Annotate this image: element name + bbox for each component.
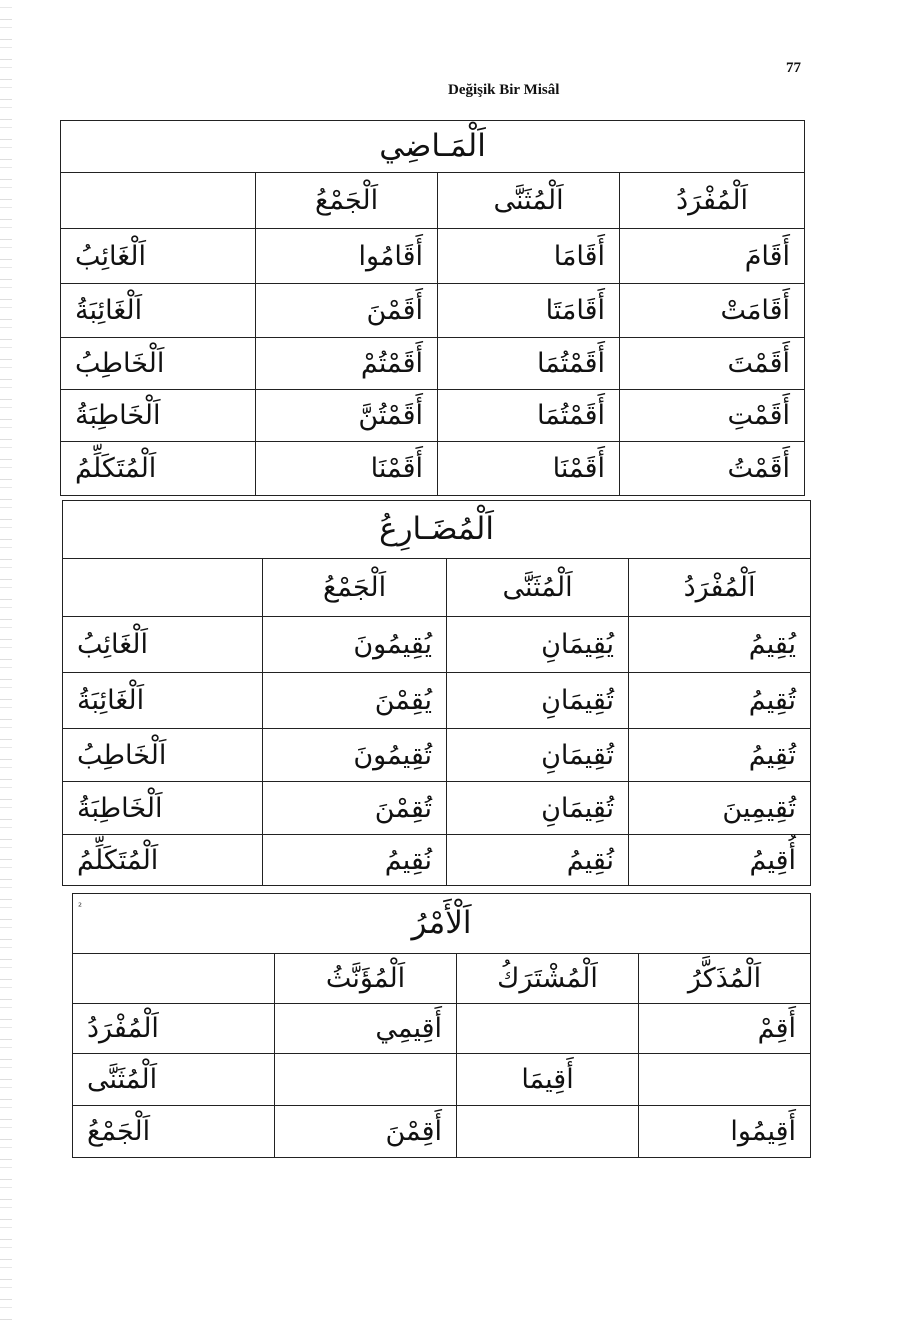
mudari-cell-muthanna: نُقِيمُ — [447, 835, 629, 886]
table-row — [61, 284, 805, 338]
mudari-header-mufrad: اَلْمُفْرَدُ — [629, 559, 811, 617]
madi-cell-person: اَلْخَاطِبُ — [61, 338, 256, 390]
amr-header-muannath: اَلْمُؤَنَّثُ — [275, 954, 457, 1004]
madi-cell-mufrad: أَقَمْتِ — [620, 390, 805, 442]
mudari-cell-person: اَلْغَائِبَةُ — [63, 673, 263, 729]
amr-header-mudhakkar: اَلْمُذَكَّرُ — [639, 954, 811, 1004]
mudari-cell-muthanna: تُقِيمَانِ — [447, 729, 629, 782]
mudari-cell-muthanna: تُقِيمَانِ — [447, 782, 629, 835]
madi-cell-jam: أَقَمْنَا — [256, 442, 438, 496]
scan-edge — [0, 0, 12, 1322]
mudari-cell-jam: يُقِيمُونَ — [263, 617, 447, 673]
mudari-cell-jam: نُقِيمُ — [263, 835, 447, 886]
margin-mark: ² — [78, 902, 83, 913]
table-row — [61, 390, 805, 442]
mudari-header-muthanna: اَلْمُثَنَّى — [447, 559, 629, 617]
mudari-cell-jam: تُقِمْنَ — [263, 782, 447, 835]
madi-cell-person: اَلْغَائِبُ — [61, 229, 256, 284]
madi-title: اَلْمَـاضِي — [61, 121, 805, 173]
amr-cell-number: اَلْمُفْرَدُ — [73, 1004, 275, 1054]
amr-cell-muannath — [275, 1054, 457, 1106]
mudari-cell-person: اَلْخَاطِبُ — [63, 729, 263, 782]
madi-header-muthanna: اَلْمُثَنَّى — [438, 173, 620, 229]
amr-title: اَلْأَمْرُ — [73, 894, 811, 954]
mudari-cell-person: اَلْغَائِبُ — [63, 617, 263, 673]
table-row — [63, 729, 811, 782]
amr-cell-muannath: أَقِمْنَ — [275, 1106, 457, 1158]
madi-cell-muthanna: أَقَمْنَا — [438, 442, 620, 496]
table-row — [61, 338, 805, 390]
table-row — [73, 1106, 811, 1158]
madi-cell-muthanna: أَقَمْتُمَا — [438, 338, 620, 390]
table-row — [63, 782, 811, 835]
madi-cell-muthanna: أَقَامَتَا — [438, 284, 620, 338]
mudari-header-jam: اَلْجَمْعُ — [263, 559, 447, 617]
amr-cell-mushtarak — [457, 1106, 639, 1158]
table-row — [63, 673, 811, 729]
amr-header-blank — [73, 954, 275, 1004]
madi-cell-mufrad: أَقَامَتْ — [620, 284, 805, 338]
madi-cell-muthanna: أَقَامَا — [438, 229, 620, 284]
mudari-cell-person: اَلْمُتَكَلِّمُ — [63, 835, 263, 886]
madi-cell-muthanna: أَقَمْتُمَا — [438, 390, 620, 442]
madi-cell-jam: أَقَامُوا — [256, 229, 438, 284]
running-head: Değişik Bir Misâl — [448, 82, 560, 98]
madi-table — [60, 120, 805, 496]
madi-cell-person: اَلْمُتَكَلِّمُ — [61, 442, 256, 496]
mudari-title: اَلْمُضَـارِعُ — [63, 501, 811, 559]
madi-header-mufrad: اَلْمُفْرَدُ — [620, 173, 805, 229]
mudari-cell-mufrad: تُقِيمُ — [629, 729, 811, 782]
madi-header-jam: اَلْجَمْعُ — [256, 173, 438, 229]
amr-table — [72, 893, 811, 1158]
amr-cell-mushtarak: أَقِيمَا — [457, 1054, 639, 1106]
madi-header-blank — [61, 173, 256, 229]
mudari-cell-muthanna: تُقِيمَانِ — [447, 673, 629, 729]
mudari-cell-jam: يُقِمْنَ — [263, 673, 447, 729]
mudari-cell-muthanna: يُقِيمَانِ — [447, 617, 629, 673]
table-row — [61, 229, 805, 284]
amr-cell-muannath: أَقِيمِي — [275, 1004, 457, 1054]
mudari-cell-jam: تُقِيمُونَ — [263, 729, 447, 782]
madi-cell-mufrad: أَقَامَ — [620, 229, 805, 284]
mudari-cell-mufrad: تُقِيمِينَ — [629, 782, 811, 835]
amr-cell-mudhakkar: أَقِيمُوا — [639, 1106, 811, 1158]
mudari-header-blank — [63, 559, 263, 617]
mudari-cell-mufrad: يُقِيمُ — [629, 617, 811, 673]
madi-cell-jam: أَقَمْتُنَّ — [256, 390, 438, 442]
madi-cell-mufrad: أَقَمْتَ — [620, 338, 805, 390]
mudari-cell-person: اَلْخَاطِبَةُ — [63, 782, 263, 835]
mudari-table — [62, 500, 811, 886]
table-row — [63, 617, 811, 673]
amr-cell-number: اَلْجَمْعُ — [73, 1106, 275, 1158]
page-number: 77 — [786, 60, 801, 76]
amr-header-mushtarak: اَلْمُشْتَرَكُ — [457, 954, 639, 1004]
mudari-cell-mufrad: تُقِيمُ — [629, 673, 811, 729]
madi-cell-jam: أَقَمْتُمْ — [256, 338, 438, 390]
table-row — [73, 1054, 811, 1106]
table-row — [63, 835, 811, 886]
amr-cell-number: اَلْمُثَنَّى — [73, 1054, 275, 1106]
amr-cell-mushtarak — [457, 1004, 639, 1054]
madi-cell-mufrad: أَقَمْتُ — [620, 442, 805, 496]
madi-cell-person: اَلْخَاطِبَةُ — [61, 390, 256, 442]
madi-cell-jam: أَقَمْنَ — [256, 284, 438, 338]
amr-cell-mudhakkar — [639, 1054, 811, 1106]
table-row — [73, 1004, 811, 1054]
mudari-cell-mufrad: أُقِيمُ — [629, 835, 811, 886]
amr-cell-mudhakkar: أَقِمْ — [639, 1004, 811, 1054]
madi-cell-person: اَلْغَائِبَةُ — [61, 284, 256, 338]
table-row — [61, 442, 805, 496]
